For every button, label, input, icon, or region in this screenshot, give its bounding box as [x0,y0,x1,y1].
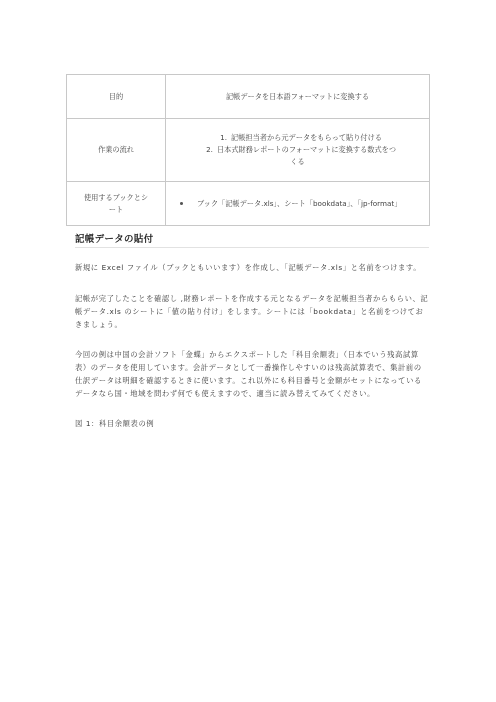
bullet-icon [180,202,183,205]
row-label-workflow: 作業の流れ [67,119,166,182]
row-value-books: ブック「記帳データ.xls」、シート「bookdata」、「jp-format」 [166,182,430,226]
workflow-steps [174,132,421,168]
row-value-purpose: 記帳データを日本語フォーマットに変換する [166,75,430,119]
row-label-books: 使用するブックとシ ート [67,182,166,226]
row-value-workflow [166,119,430,182]
paragraph-example-data: 今回の例は中国の会計ソフト「金蝶」からエクスポートした「科目余額表」（日本でいう残高試算表）のデータを使用しています。会計データとして一番操作しやすいのは残高試算表で、集計前の仕訳データは明細を確認するときに使います。これ以外にも科目番号と金額がセットになっているデータなら国・地域を問わず何でも使えますので、適当に読み替えてみてください。 [75,350,422,398]
figure-caption: 図 1：科目余額表の例 [75,419,155,428]
summary-table [66,74,430,226]
list-item: 1. 記帳担当者から元データをもらって貼り付ける [220,133,382,142]
paragraph-paste-values: 記帳が完了したことを確認し ,財務レポートを作成する元となるデータを記帳担当者からもらい、記帳データ.xls のシートに「値の貼り付け」をします。シートには「bookdata」と名前をつけておきましょう。 [75,294,429,329]
list-item: くる [290,157,305,166]
section-heading: 記帳データの貼付 [75,234,154,245]
section-divider [75,247,429,248]
table-row [67,119,430,182]
row-label-purpose: 目的 [67,75,166,119]
list-item: 2. 日本式財務レポートのフォーマットに変換する数式をつ [206,145,397,154]
table-row [67,75,430,119]
paragraph-new-file: 新規に Excel ファイル（ブックともいいます）を作成し、「記帳データ.xls」と名前をつけます。 [75,263,422,272]
table-row [67,182,430,226]
